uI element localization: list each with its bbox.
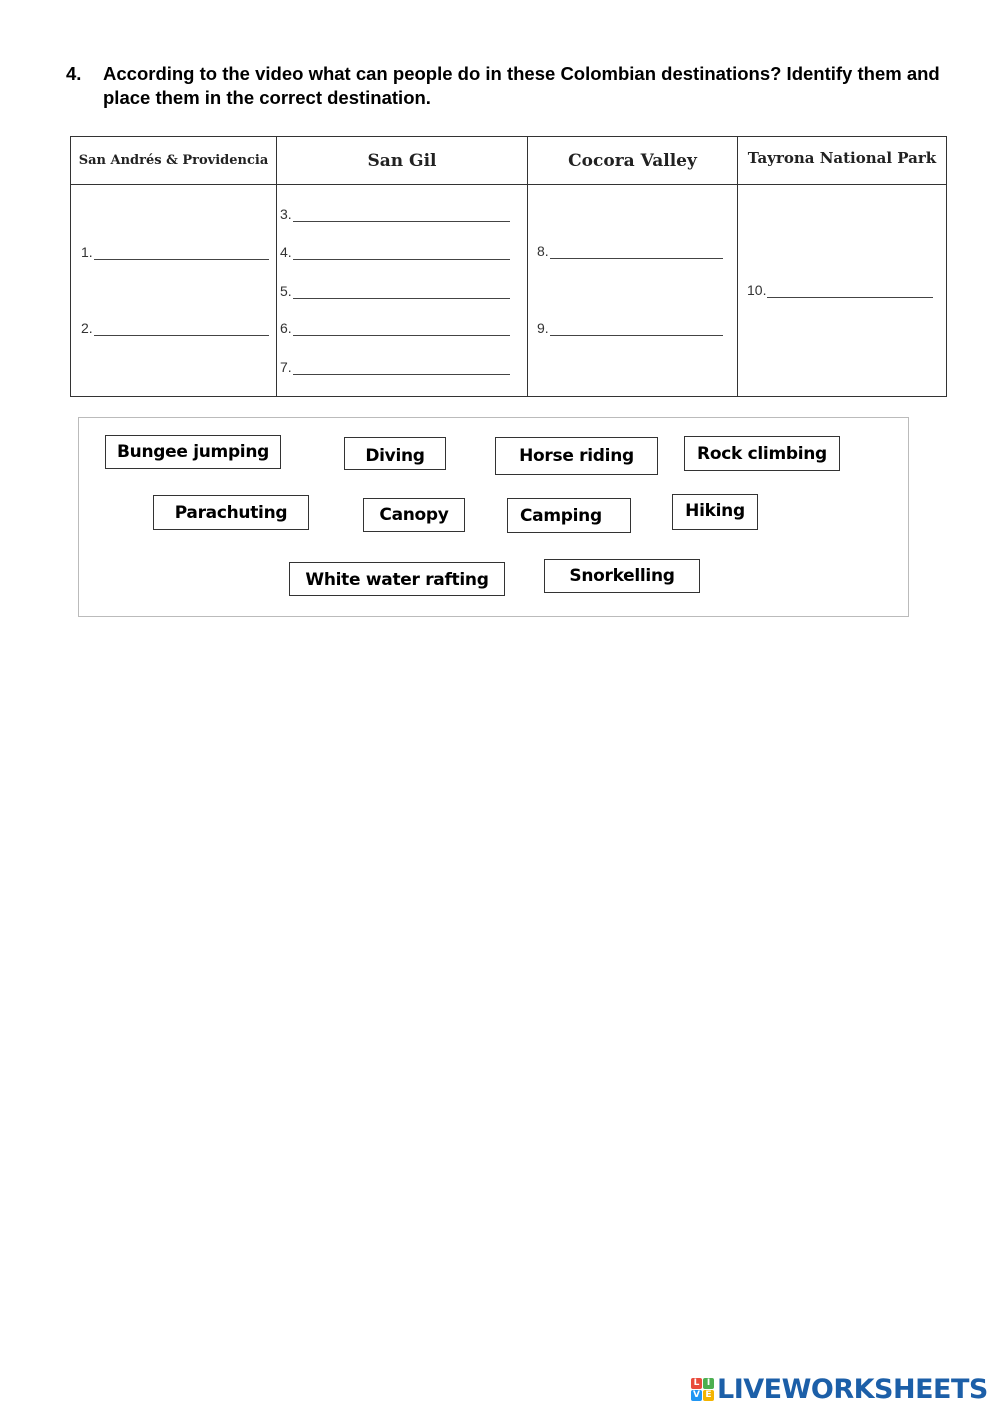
header-san-gil: San Gil xyxy=(367,150,437,171)
blank-3[interactable]: 3. xyxy=(280,206,510,222)
destinations-table xyxy=(70,136,947,397)
word-bank xyxy=(78,417,909,617)
word-snorkelling[interactable]: Snorkelling xyxy=(544,559,700,593)
logo-letter-e: E xyxy=(703,1390,714,1401)
question-emphasis: can xyxy=(355,63,388,84)
header-san-andres: San Andrés & Providencia xyxy=(78,153,269,168)
header-tayrona: Tayrona National Park xyxy=(747,148,937,167)
blank-5[interactable]: 5. xyxy=(280,283,510,299)
table-header-divider xyxy=(71,184,946,185)
blank-9[interactable]: 9. xyxy=(537,320,723,336)
logo-letter-i: I xyxy=(703,1378,714,1389)
blank-10[interactable]: 10. xyxy=(747,282,933,298)
word-hiking[interactable]: Hiking xyxy=(672,494,758,530)
liveworksheets-brand xyxy=(691,1375,988,1403)
blank-7[interactable]: 7. xyxy=(280,359,510,375)
word-horse-riding[interactable]: Horse riding xyxy=(495,437,658,475)
word-canopy[interactable]: Canopy xyxy=(363,498,465,532)
logo-letter-l: L xyxy=(691,1378,702,1389)
blank-1[interactable]: 1. xyxy=(81,244,269,260)
logo-letter-v: V xyxy=(691,1390,702,1401)
liveworksheets-logo-icon xyxy=(691,1378,714,1401)
question-number: 4. xyxy=(66,63,82,84)
word-camping[interactable]: Camping xyxy=(507,498,631,533)
header-cocora-valley: Cocora Valley xyxy=(568,150,697,171)
blank-6[interactable]: 6. xyxy=(280,320,510,336)
blank-8[interactable]: 8. xyxy=(537,243,723,259)
word-white-water-rafting[interactable]: White water rafting xyxy=(289,562,505,596)
word-rock-climbing[interactable]: Rock climbing xyxy=(684,436,840,471)
word-parachuting[interactable]: Parachuting xyxy=(153,495,309,530)
word-diving[interactable]: Diving xyxy=(344,437,446,470)
brand-name: LIVEWORKSHEETS xyxy=(717,1373,988,1405)
question-text: According to the video what can people do in these Colombian destinations? Identify them and place them in the correct destination. xyxy=(103,63,940,108)
word-bungee-jumping[interactable]: Bungee jumping xyxy=(105,435,281,469)
blank-4[interactable]: 4. xyxy=(280,244,510,260)
blank-2[interactable]: 2. xyxy=(81,320,269,336)
